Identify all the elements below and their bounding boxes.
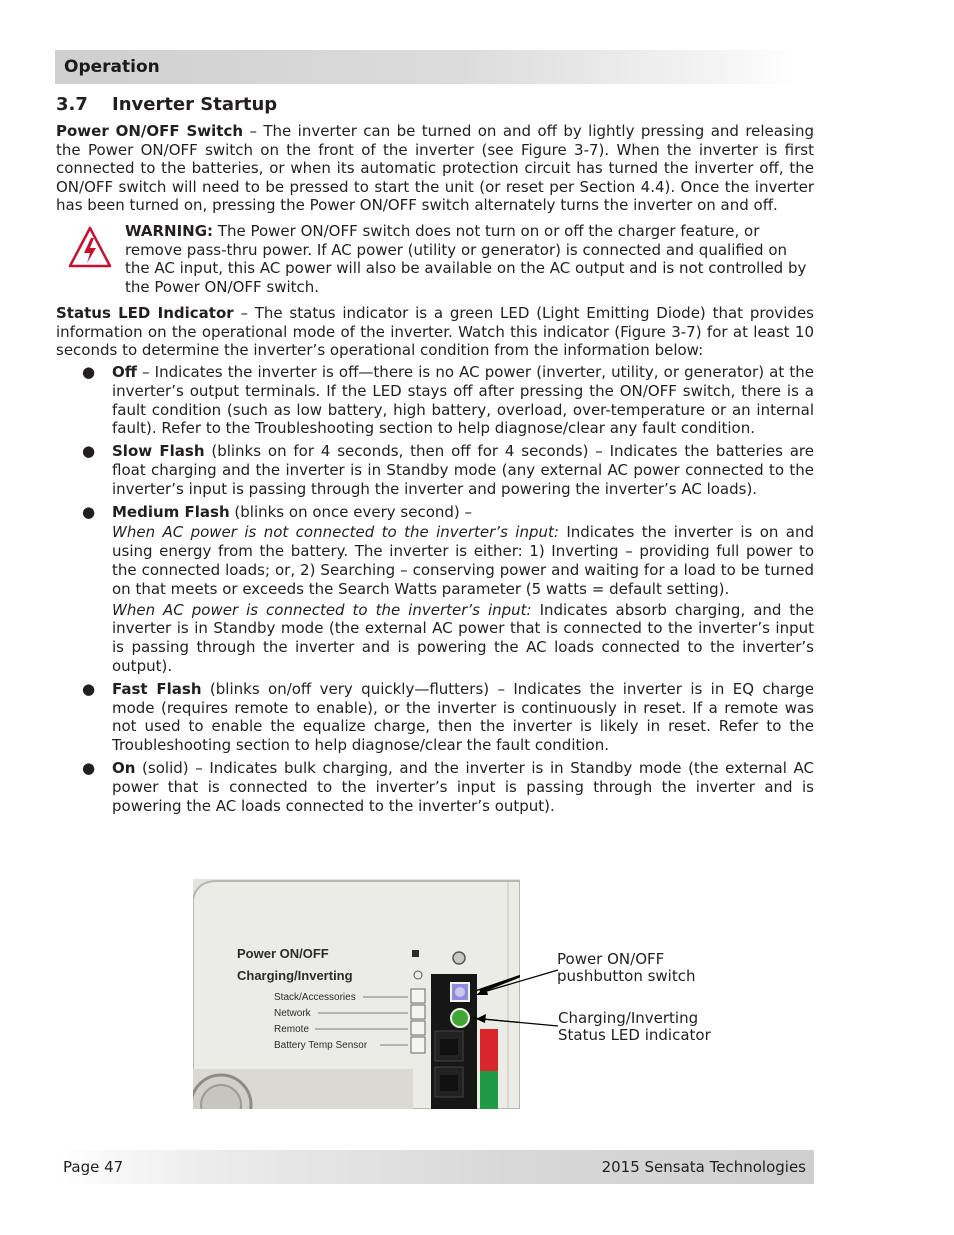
status-led-body: – The status indicator is a green LED (Light Emitting Diode) that provides information on the operational mode of the inverter. Watch this indicator (Figure 3-7) for at least 10 seconds to determine the inverter’s operational condition from the information below:	[56, 304, 814, 360]
callout-switch-line2: pushbutton switch	[557, 967, 696, 985]
led-state-list	[82, 363, 814, 819]
medium-text: (blinks on once every second) –	[229, 502, 473, 521]
on-term: On	[112, 758, 136, 777]
bullet-icon: ●	[82, 679, 96, 698]
section-header: Operation	[64, 57, 160, 77]
fast-text: (blinks on/off very quickly—flutters) – Indicates the inverter is in EQ charge mode (requires remote to enable), or the inverter is continuously in reset. If a remote was not used to enable the equalize charge, then the inverter is likely in reset. Refer to the Troubleshooting section to help diagnose/clear the fault condition.	[112, 679, 814, 755]
medium-case2-text: Indicates absorb charging, and the inverter is in Standby mode (the external AC power that is connected to the inverter’s input is passing through the inverter and is powering the AC loads connected to the inverter’s output).	[112, 600, 814, 675]
power-switch-body: – The inverter can be turned on and off by lightly pressing and releasing the Power ON/OFF switch on the front of the inverter (see Figure 3-7). When the inverter is first connected to the batteries, or when its automatic protection circuit has turned the inverter off, the ON/OFF switch will need to be pressed to start the unit (or reset per Section 4.4). Once the inverter has been turned on, pressing the Power ON/OFF switch alternately turns the inverter on and off.	[56, 122, 814, 215]
medium-case-no-ac	[112, 523, 814, 598]
callout-switch-line1: Power ON/OFF	[557, 950, 665, 968]
medium-case2-label: When AC power is connected to the inverter’s input:	[112, 600, 532, 619]
on-text: (solid) – Indicates bulk charging, and the inverter is in Standby mode (the external AC power that is connected to the inverter’s input is passing through the inverter and is powering the AC loads connected to the inverter’s output).	[112, 758, 814, 815]
medium-case1-label: When AC power is not connected to the inverter’s input:	[112, 523, 559, 542]
slow-term: Slow Flash	[112, 442, 205, 461]
list-item-fast-flash	[82, 680, 814, 755]
section-title	[56, 94, 277, 115]
panel-label-remote: Remote	[274, 1024, 310, 1035]
section-header-bar	[55, 50, 795, 84]
power-switch-heading: Power ON/OFF Switch	[56, 122, 244, 140]
power-switch-paragraph	[56, 122, 814, 215]
page-number: Page 47	[63, 1158, 124, 1176]
panel-label-battery: Battery Temp Sensor	[274, 1040, 368, 1051]
section-number: 3.7	[56, 94, 88, 115]
fast-term: Fast Flash	[112, 679, 202, 698]
status-led-paragraph	[56, 304, 814, 360]
callout-switch	[557, 951, 695, 985]
page-footer	[55, 1150, 814, 1184]
medium-term: Medium Flash	[112, 502, 230, 521]
panel-label-stack: Stack/Accessories	[274, 992, 356, 1003]
list-item-medium-flash	[82, 503, 814, 676]
section-title-text: Inverter Startup	[112, 94, 278, 115]
bullet-icon: ●	[82, 363, 96, 381]
medium-case-ac	[112, 601, 814, 676]
slow-text: (blinks on for 4 seconds, then off for 4 seconds) – Indicates the batteries are float charging and the inverter is in Standby mode (any external AC power connected to the inverter’s input is passing through the inverter and powering the inverter’s AC loads).	[112, 442, 815, 498]
off-text: – Indicates the inverter is off—there is no AC power (inverter, utility, or generator) at the inverter’s output terminals. If the LED stays off after pressing the ON/OFF switch, there is a fault condition (such as low battery, high battery, overload, over-temperature or an internal fault). Refer to the Troubleshooting section to help diagnose/clear any fault condition.	[112, 363, 814, 438]
list-item-slow-flash	[82, 442, 814, 498]
status-led-heading: Status LED Indicator	[56, 304, 234, 322]
callout-led-line2: Status LED indicator	[558, 1026, 711, 1044]
panel-label-power: Power ON/OFF	[237, 946, 329, 961]
panel-label-charging: Charging/Inverting	[237, 968, 353, 983]
medium-case1-text: Indicates the inverter is on and using energy from the battery. The inverter is either: 1) Inverting – providing full power to the connected loads; or, 2) Searching – conserving power and waiting for a load to be turned on that meets or exceeds the Search Watts parameter (5 watts = default setting).	[112, 523, 814, 598]
panel-label-network: Network	[274, 1008, 311, 1019]
warning-label: WARNING:	[125, 222, 214, 240]
list-item-off	[82, 363, 814, 438]
off-term: Off	[112, 363, 137, 381]
callout-led-line1: Charging/Inverting	[558, 1009, 699, 1027]
list-item-on	[82, 759, 814, 815]
bullet-icon: ●	[82, 758, 96, 777]
warning-body: The Power ON/OFF switch does not turn on or off the charger feature, or remove pass-thru power. If AC power (utility or generator) is connected and qualified on the AC input, this AC power will also be available on the AC output and is not controlled by the Power ON/OFF switch.	[125, 222, 807, 296]
callout-arrows	[470, 965, 560, 1045]
electrical-hazard-icon	[68, 226, 112, 268]
warning-text	[125, 222, 808, 296]
bullet-icon: ●	[82, 502, 96, 521]
copyright: 2015 Sensata Technologies	[601, 1158, 806, 1176]
callout-led	[558, 1010, 711, 1044]
bullet-icon: ●	[82, 442, 96, 461]
status-led	[451, 1009, 469, 1027]
